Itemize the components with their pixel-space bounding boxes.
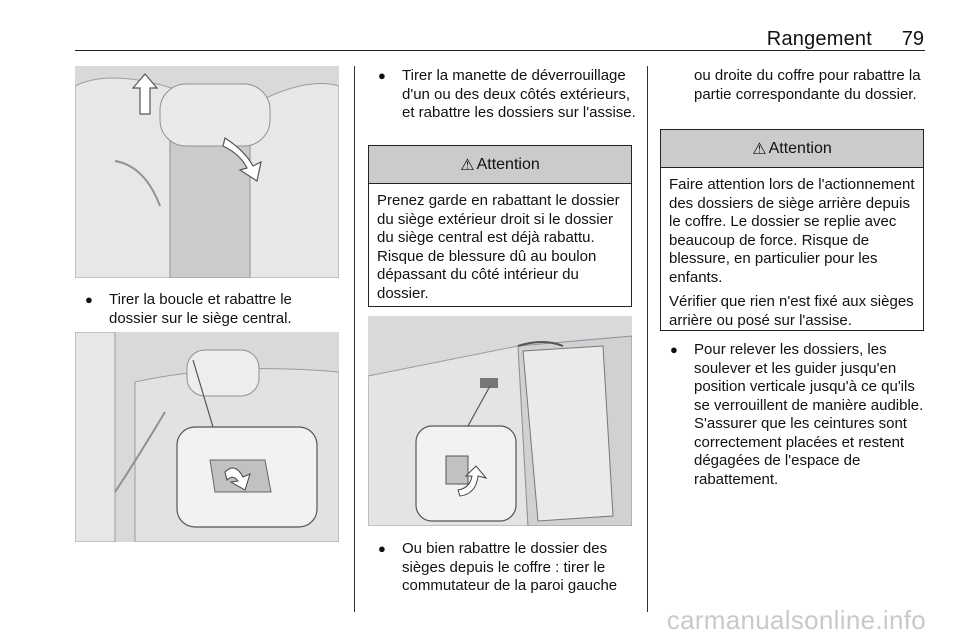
bullet-dot-icon: ●	[378, 68, 386, 83]
bullet-dot-icon: ●	[378, 541, 386, 556]
warning-triangle-icon: ⚠	[460, 156, 475, 174]
continued-text: ou droite du coffre pour rabattre la partie correspondante du dossier.	[694, 67, 921, 103]
attention-header: ⚠ Attention	[369, 146, 631, 184]
bullet-dot-icon: ●	[670, 342, 678, 357]
attention-body: Prenez garde en rabattant le dossier du siège extérieur droit si le dossier du siège central est déjà rabattu. Risque de blessure dû au boulon dépassant du côté intérieur du dossier.	[377, 192, 620, 302]
attention-header: ⚠ Attention	[661, 130, 923, 168]
attention-box-middle	[368, 145, 632, 307]
bullet-right-1: ● Pour relever les dossiers, les soulever et les guider jusqu'en position verticale jusqu'à ce qu'ils se verrouillent de manière audible. S'assurer que les ceintures sont correctement placées et restent dégagées de l'espace de rabattement.	[670, 341, 924, 488]
section-title: Rangement	[766, 28, 872, 50]
figure-seat-latch	[75, 332, 339, 542]
column-divider-2	[647, 66, 648, 612]
figure-trunk-lever	[368, 316, 632, 526]
figure-seat-buckle	[75, 66, 339, 278]
column-divider-1	[354, 66, 355, 612]
bullet-middle-1: ● Tirer la manette de déverrouillage d'un ou des deux côtés extérieurs, et rabattre les dossiers sur l'assise.	[378, 67, 636, 121]
bullet-left-1: ● Tirer la boucle et rabattre le dossier sur le siège central.	[85, 291, 292, 327]
watermark: carmanualsonline.info	[666, 605, 926, 635]
attention-body: Faire attention lors de l'actionnement des dossiers de siège arrière depuis le coffre. Le dossier se replie avec beaucoup de force. Risque de blessure, en particulier pour les enfants. Vérifier que rien n'est fixé aux sièges arrière ou posé sur l'assise.	[669, 176, 915, 329]
attention-box-right	[660, 129, 924, 331]
warning-triangle-icon: ⚠	[752, 140, 767, 158]
page-number: 79	[901, 28, 924, 50]
bullet-middle-2: ● Ou bien rabattre le dossier des sièges depuis le coffre : tirer le commutateur de la paroi gauche	[378, 540, 618, 594]
header-rule	[75, 50, 925, 51]
bullet-dot-icon: ●	[85, 292, 93, 307]
